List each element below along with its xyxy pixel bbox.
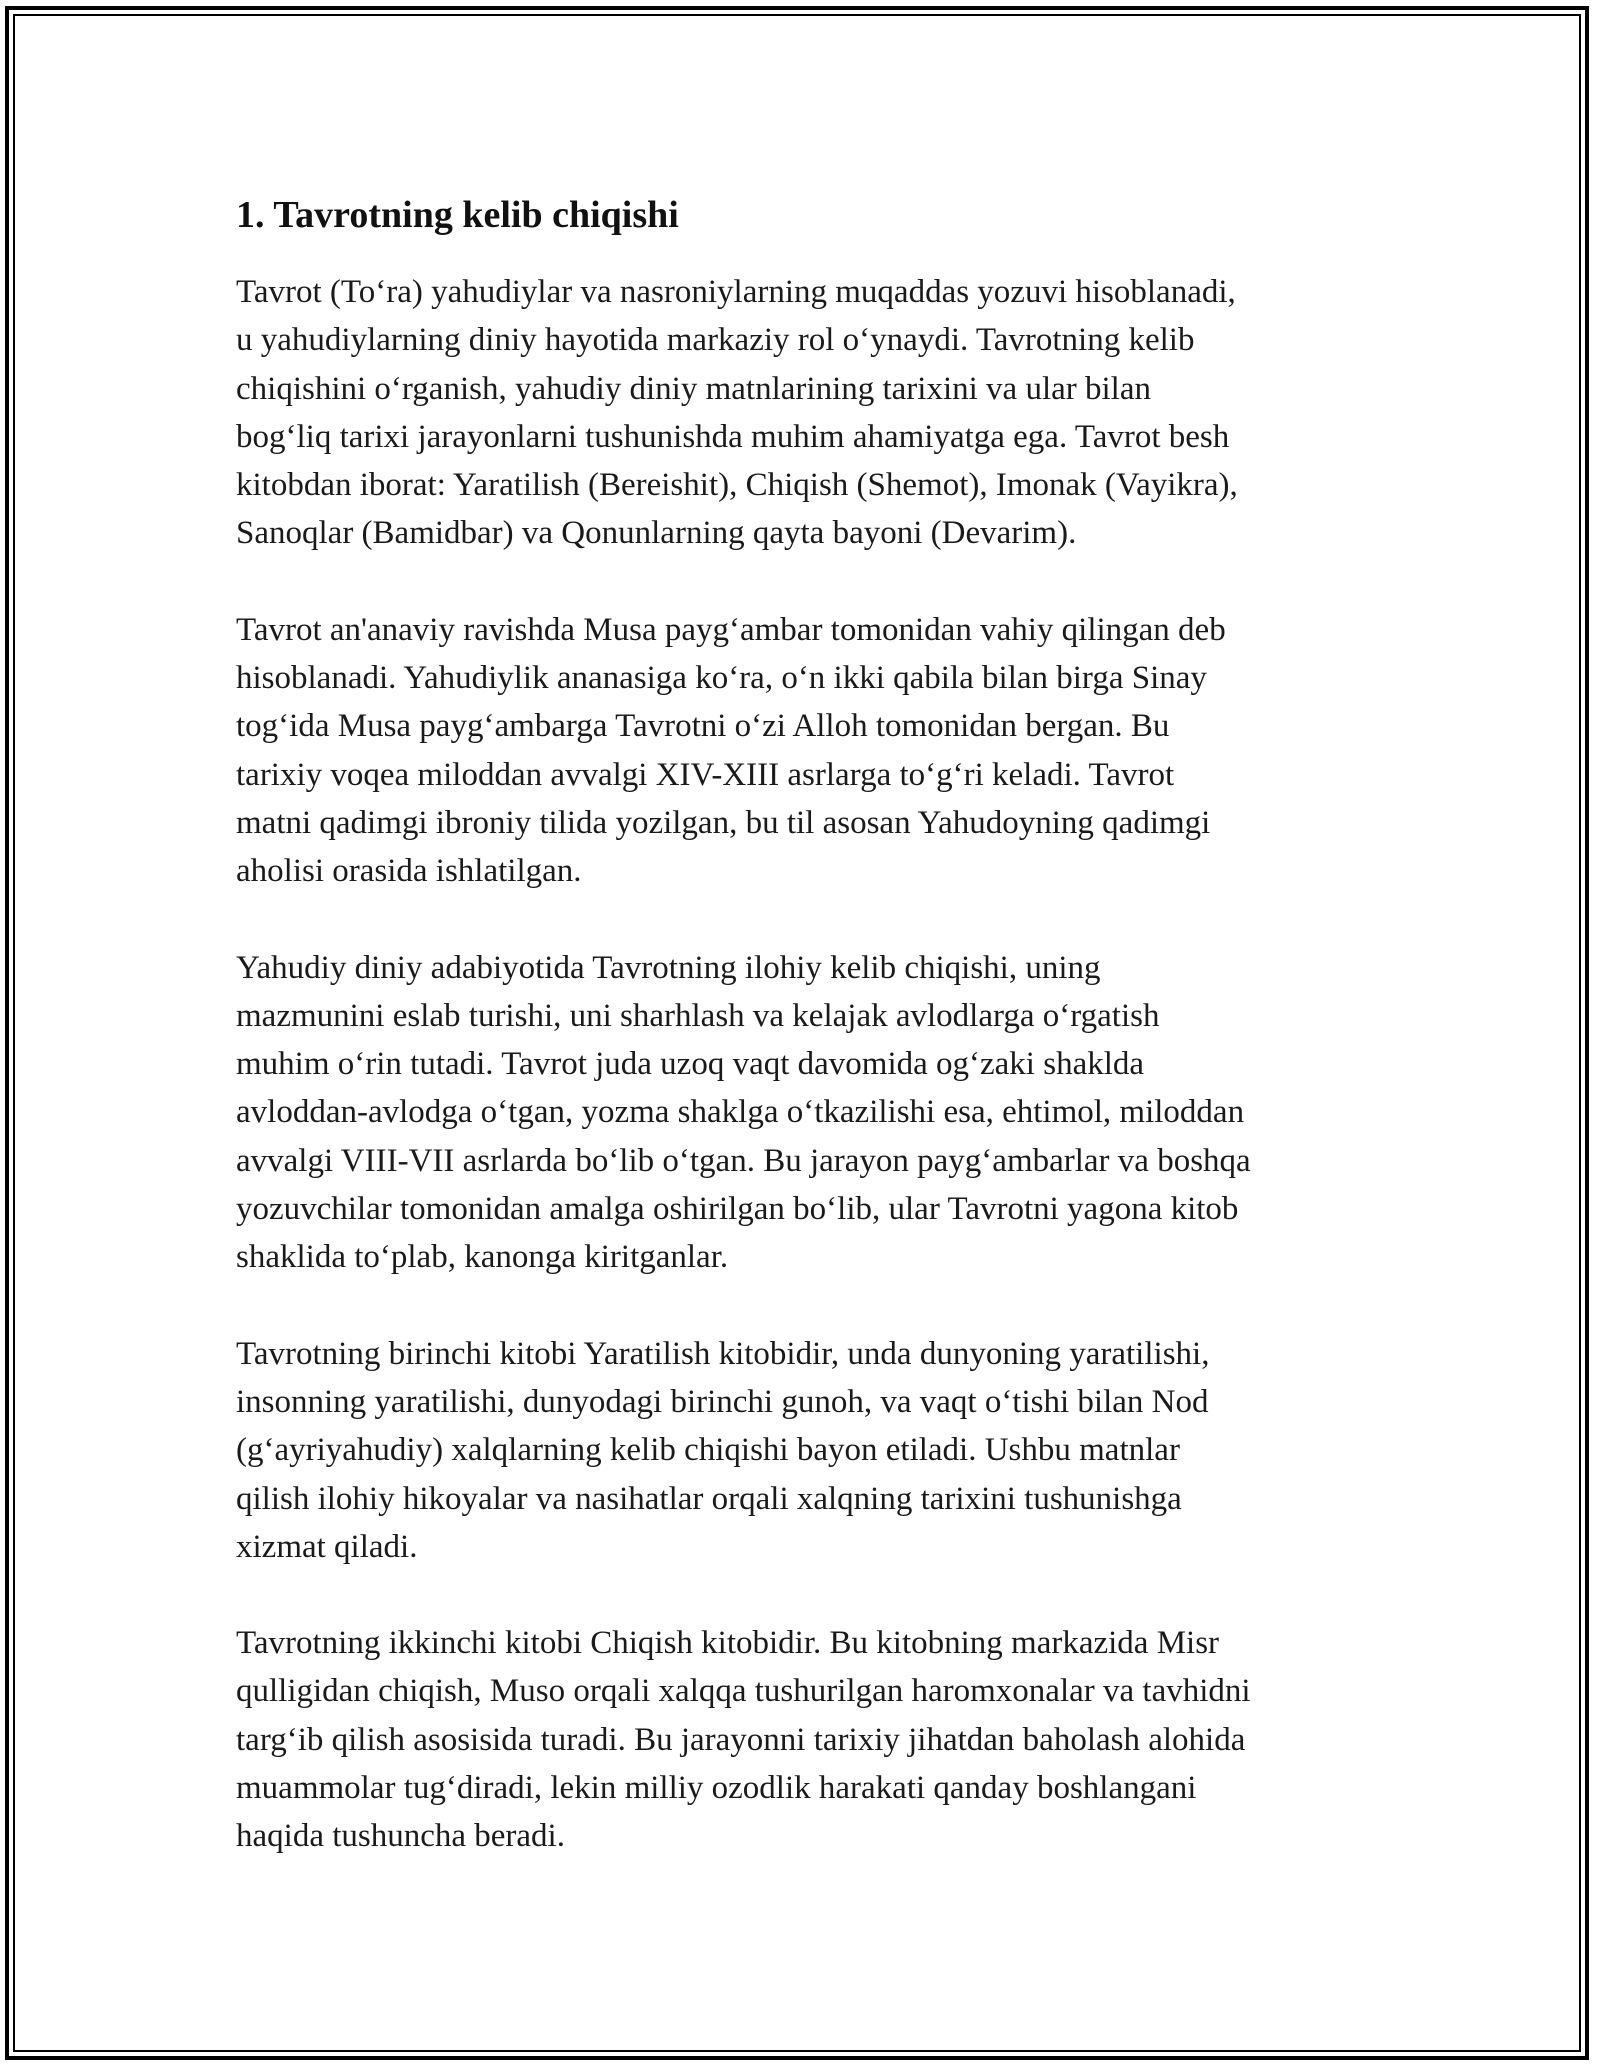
document-body xyxy=(236,186,1396,1909)
text-line: shaklida to‘plab, kanonga kiritganlar. xyxy=(236,1239,729,1276)
text-line: chiqishini o‘rganish, yahudiy diniy matnlarining tarixini va ular bilan xyxy=(236,370,1151,407)
text-line: Tavrot (To‘ra) yahudiylar va nasroniylarning muqaddas yozuvi hisoblanadi, xyxy=(236,274,1236,310)
text-line: avvalgi VIII-VII asrlarda bo‘lib o‘tgan. Bu jarayon payg‘ambarlar va boshqa xyxy=(236,1142,1251,1179)
text-line: hisoblanadi. Yahudiylik ananasiga ko‘ra, o‘n ikki qabila bilan birga Sinay xyxy=(236,660,1207,697)
text-line: targ‘ib qilish asosisida turadi. Bu jarayonni tarixiy jihatdan baholash alohida xyxy=(236,1721,1246,1758)
text-line: qulligidan chiqish, Muso orqali xalqqa tushurilgan haromxonalar va tavhidni xyxy=(236,1673,1251,1710)
text-line: tarixiy voqea miloddan avvalgi XIV-XIII asrlarga to‘g‘ri keladi. Tavrot xyxy=(236,756,1175,793)
text-line: (g‘ayriyahudiy) xalqlarning kelib chiqishi bayon etiladi. Ushbu matnlar xyxy=(236,1432,1180,1469)
section-title: 1. Tavrotning kelib chiqishi xyxy=(236,194,679,236)
paragraph-2 xyxy=(236,606,1396,896)
text-line: insonning yaratilishi, dunyodagi birinchi gunoh, va vaqt o‘tishi bilan Nod xyxy=(236,1383,1209,1420)
text-line: tog‘ida Musa payg‘ambarga Tavrotni o‘zi Alloh tomonidan bergan. Bu xyxy=(236,708,1170,745)
text-line: Tavrot an'anaviy ravishda Musa payg‘ambar tomonidan vahiy qilingan deb xyxy=(236,611,1226,648)
text-line: mazmunini eslab turishi, uni sharhlash va kelajak avlodlarga o‘rgatish xyxy=(236,997,1160,1034)
paragraph-1 xyxy=(236,268,1396,558)
text-line: qilish ilohiy hikoyalar va nasihatlar orqali xalqning tarixini tushunishga xyxy=(236,1480,1182,1517)
text-line: xizmat qiladi. xyxy=(236,1528,418,1565)
text-line: muammolar tug‘diradi, lekin milliy ozodlik harakati qanday boshlangani xyxy=(236,1770,1197,1807)
text-line: yozuvchilar tomonidan amalga oshirilgan bo‘lib, ular Tavrotni yagona kitob xyxy=(236,1191,1239,1228)
text-line: Yahudiy diniy adabiyotida Tavrotning ilohiy kelib chiqishi, uning xyxy=(236,949,1101,986)
text-line: kitobdan iborat: Yaratilish (Bereishit), Chiqish (Shemot), Imonak (Vayikra), xyxy=(236,467,1238,504)
text-line: Tavrotning birinchi kitobi Yaratilish kitobidir, unda dunyoning yaratilishi, xyxy=(236,1335,1210,1372)
text-line: avloddan-avlodga o‘tgan, yozma shaklga o‘tkazilishi esa, ehtimol, miloddan xyxy=(236,1094,1245,1131)
paragraph-3 xyxy=(236,944,1396,1282)
paragraph-4 xyxy=(236,1330,1396,1571)
text-line: muhim o‘rin tutadi. Tavrot juda uzoq vaqt davomida og‘zaki shaklda xyxy=(236,1046,1145,1083)
text-line: bog‘liq tarixi jarayonlarni tushunishda muhim ahamiyatga ega. Tavrot besh xyxy=(236,418,1230,455)
text-line: matni qadimgi ibroniy tilida yozilgan, bu til asosan Yahudoyning qadimgi xyxy=(236,804,1211,841)
text-line: u yahudiylarning diniy hayotida markaziy rol o‘ynaydi. Tavrotning kelib xyxy=(236,322,1195,359)
text-line: aholisi orasida ishlatilgan. xyxy=(236,853,582,890)
text-line: haqida tushuncha beradi. xyxy=(236,1818,565,1855)
text-line: Sanoqlar (Bamidbar) va Qonunlarning qayta bayoni (Devarim). xyxy=(236,515,1077,552)
text-line: Tavrotning ikkinchi kitobi Chiqish kitobidir. Bu kitobning markazida Misr xyxy=(236,1625,1220,1662)
paragraph-5 xyxy=(236,1619,1396,1860)
